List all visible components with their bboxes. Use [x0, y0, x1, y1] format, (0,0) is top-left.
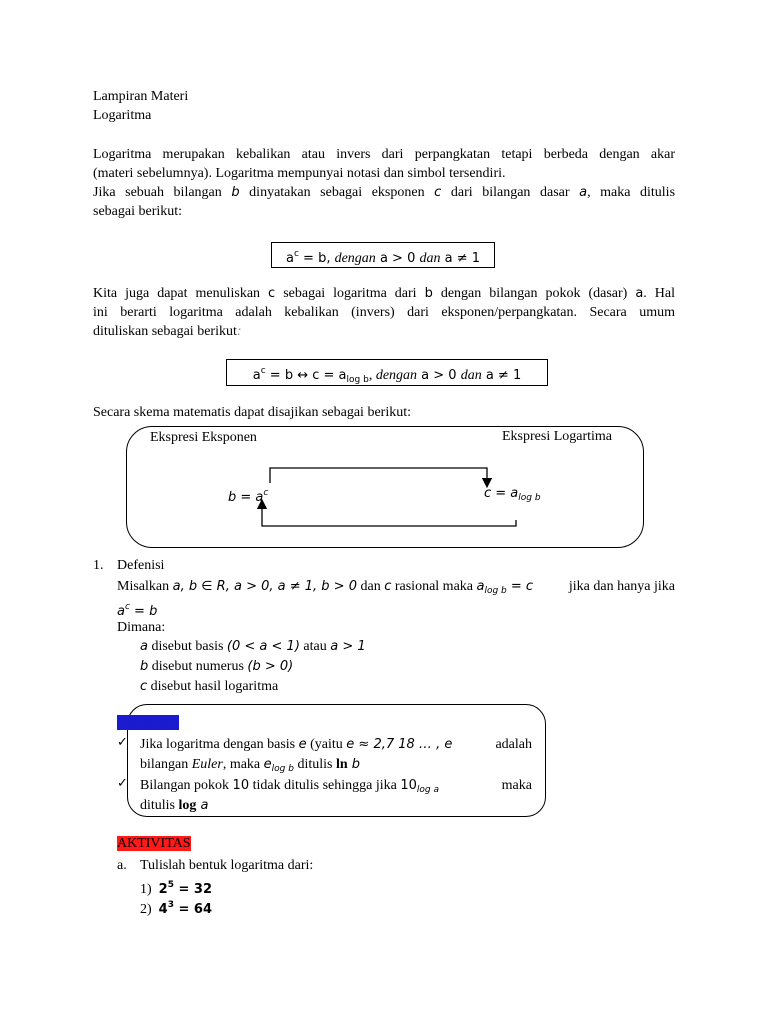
text: ditulis — [140, 798, 179, 813]
expr: c = a — [484, 486, 519, 501]
text: ditulis — [293, 757, 336, 772]
arrow-bottom — [262, 504, 516, 526]
var-a: a — [635, 286, 644, 301]
dimana-item-a — [140, 637, 366, 656]
var: b — [140, 659, 149, 674]
para2-row-2: ini berarti logaritma adalah kebalikan (invers) dari eksponen/perpangkatan. Secara umum — [93, 305, 675, 320]
schema-left-expression — [228, 484, 268, 507]
var-c: c — [434, 185, 442, 200]
left — [140, 735, 452, 754]
rest: = 64 — [173, 902, 213, 917]
log: log — [178, 798, 197, 813]
eq: = b — [129, 604, 158, 619]
base: 2 — [158, 882, 168, 897]
aktivitas-label-text: AKTIVITAS — [117, 836, 191, 851]
math: a, b ∈ R, a > 0, a ≠ 1, b > 0 — [172, 579, 357, 594]
formula2-a: a — [252, 368, 261, 383]
formula2-comma: , — [368, 368, 376, 383]
text: . Hal — [643, 286, 675, 301]
sub: log b — [271, 764, 294, 774]
formula2-mid: = b ↔ c = a — [265, 368, 347, 383]
formula2-dan: dan — [460, 368, 482, 383]
dimana-item-c — [140, 677, 278, 696]
colon: : — [236, 324, 242, 339]
right: maka — [501, 778, 532, 793]
formula2-cond2: a ≠ 1 — [481, 368, 522, 383]
schema-right-title: Ekspresi Logartima — [502, 429, 613, 444]
dimana-label: Dimana: — [117, 620, 166, 635]
formula1-cond1: a > 0 — [375, 251, 420, 266]
intro-row-4: sebagai berikut: — [93, 204, 183, 219]
aktivitas-item-2 — [140, 896, 212, 919]
text: dan — [356, 579, 385, 594]
formula1-a: a — [285, 251, 294, 266]
math: a > 1 — [330, 639, 366, 654]
dimana-item-b — [140, 657, 293, 676]
var-c: c — [384, 579, 392, 594]
text: , maka — [222, 757, 264, 772]
log-a: a — [476, 579, 485, 594]
formula2-c: c — [260, 366, 266, 376]
text: tidak ditulis sehingga jika — [249, 778, 401, 793]
definisi-row1-left — [117, 577, 533, 601]
definisi-number: 1. — [93, 558, 104, 573]
math: e ≈ 2,7 18 … , e — [346, 737, 453, 752]
num: 10 — [232, 778, 250, 793]
aktivitas-label — [117, 836, 191, 852]
text: sebagai logaritma dari — [275, 286, 425, 301]
text: , maka ditulis — [587, 185, 676, 200]
catatan-label — [117, 715, 179, 731]
text: (yaitu — [306, 737, 347, 752]
formula2-dengan: dengan — [375, 368, 418, 383]
text: atau — [299, 639, 331, 654]
var: a — [140, 639, 148, 654]
catatan-label-text: CATATAN — [117, 715, 179, 730]
formula1-dan: dan — [419, 251, 441, 266]
exp: 3 — [167, 900, 174, 910]
text: Misalkan — [117, 579, 173, 594]
num: 2) — [140, 902, 152, 917]
var: a — [117, 604, 125, 619]
doc-header-line1: Lampiran Materi — [93, 89, 189, 104]
arrow-top — [270, 468, 487, 483]
text: Kita juga dapat menuliskan — [93, 286, 269, 301]
var: c — [140, 679, 148, 694]
text: Bilangan pokok — [140, 778, 233, 793]
definisi-row-1 — [117, 577, 675, 601]
text: dituliskan sebagai berikut — [93, 324, 237, 339]
intro-row-2: (materi sebelumnya). Logaritma mempunyai notasi dan simbol tersendiri. — [93, 166, 506, 181]
expr-sup: c — [263, 488, 269, 498]
exp: 5 — [167, 880, 174, 890]
aktivitas-a-label: a. — [117, 858, 127, 873]
aktivitas-a-text: Tulislah bentuk logaritma dari: — [140, 858, 314, 873]
text: Jika logaritma dengan basis — [140, 737, 299, 752]
ln: ln — [335, 757, 348, 772]
eq-c: = c — [506, 579, 534, 594]
text: bilangan — [140, 757, 192, 772]
var-a: a — [196, 798, 209, 813]
formula1-dengan: dengan — [334, 251, 376, 266]
check-icon: ✓ — [117, 776, 128, 791]
sup: c — [124, 602, 130, 612]
expr-sub: log b — [518, 493, 541, 503]
math: (0 < a < 1) — [226, 639, 300, 654]
text: disebut numerus — [148, 659, 248, 674]
schema-right-expression — [484, 484, 541, 508]
num: 10 — [400, 778, 417, 793]
euler: Euler — [191, 757, 223, 772]
formula2-cond1: a > 0 — [417, 368, 461, 383]
expr: b = a — [228, 490, 264, 505]
var-b: b — [347, 757, 361, 772]
catatan-item1-row1 — [140, 735, 532, 754]
formula2-sub: log b — [346, 375, 369, 385]
schema-intro: Secara skema matematis dapat disajikan sebagai berikut: — [93, 405, 411, 420]
log-sub: log b — [484, 586, 507, 596]
right: adalah — [495, 737, 532, 752]
var-b: b — [424, 286, 433, 301]
text: dengan bilangan pokok (dasar) — [432, 286, 636, 301]
var-a: a — [579, 185, 588, 200]
formula1-c: c — [293, 249, 299, 259]
var-e: e — [263, 757, 272, 772]
math: (b > 0) — [247, 659, 294, 674]
text: disebut basis — [147, 639, 227, 654]
doc-header-line2: Logaritma — [93, 108, 152, 123]
text: dari bilangan dasar — [441, 185, 580, 200]
text: Jika sebuah bilangan — [93, 185, 232, 200]
catatan-item2-row2 — [140, 796, 209, 815]
schema-left-title: Ekspresi Eksponen — [150, 430, 257, 445]
definisi-row1-right: jika dan hanya jika — [568, 579, 675, 594]
formula1-eq: = b, — [298, 251, 335, 266]
intro-row-1: Logaritma merupakan kebalikan atau invers dari perpangkatan tetapi berbeda dengan akar — [93, 147, 675, 162]
formula1-cond2: a ≠ 1 — [440, 251, 481, 266]
text: dinyatakan sebagai eksponen — [239, 185, 435, 200]
base: 4 — [158, 902, 168, 917]
text: rasional maka — [391, 579, 477, 594]
num: 1) — [140, 882, 152, 897]
var-e: e — [298, 737, 307, 752]
sub: log a — [416, 785, 440, 795]
rest: = 32 — [173, 882, 213, 897]
check-icon: ✓ — [117, 735, 128, 750]
text: disebut hasil logaritma — [147, 679, 279, 694]
var-c: c — [268, 286, 276, 301]
definisi-title: Defenisi — [117, 558, 165, 573]
var-b: b — [231, 185, 240, 200]
